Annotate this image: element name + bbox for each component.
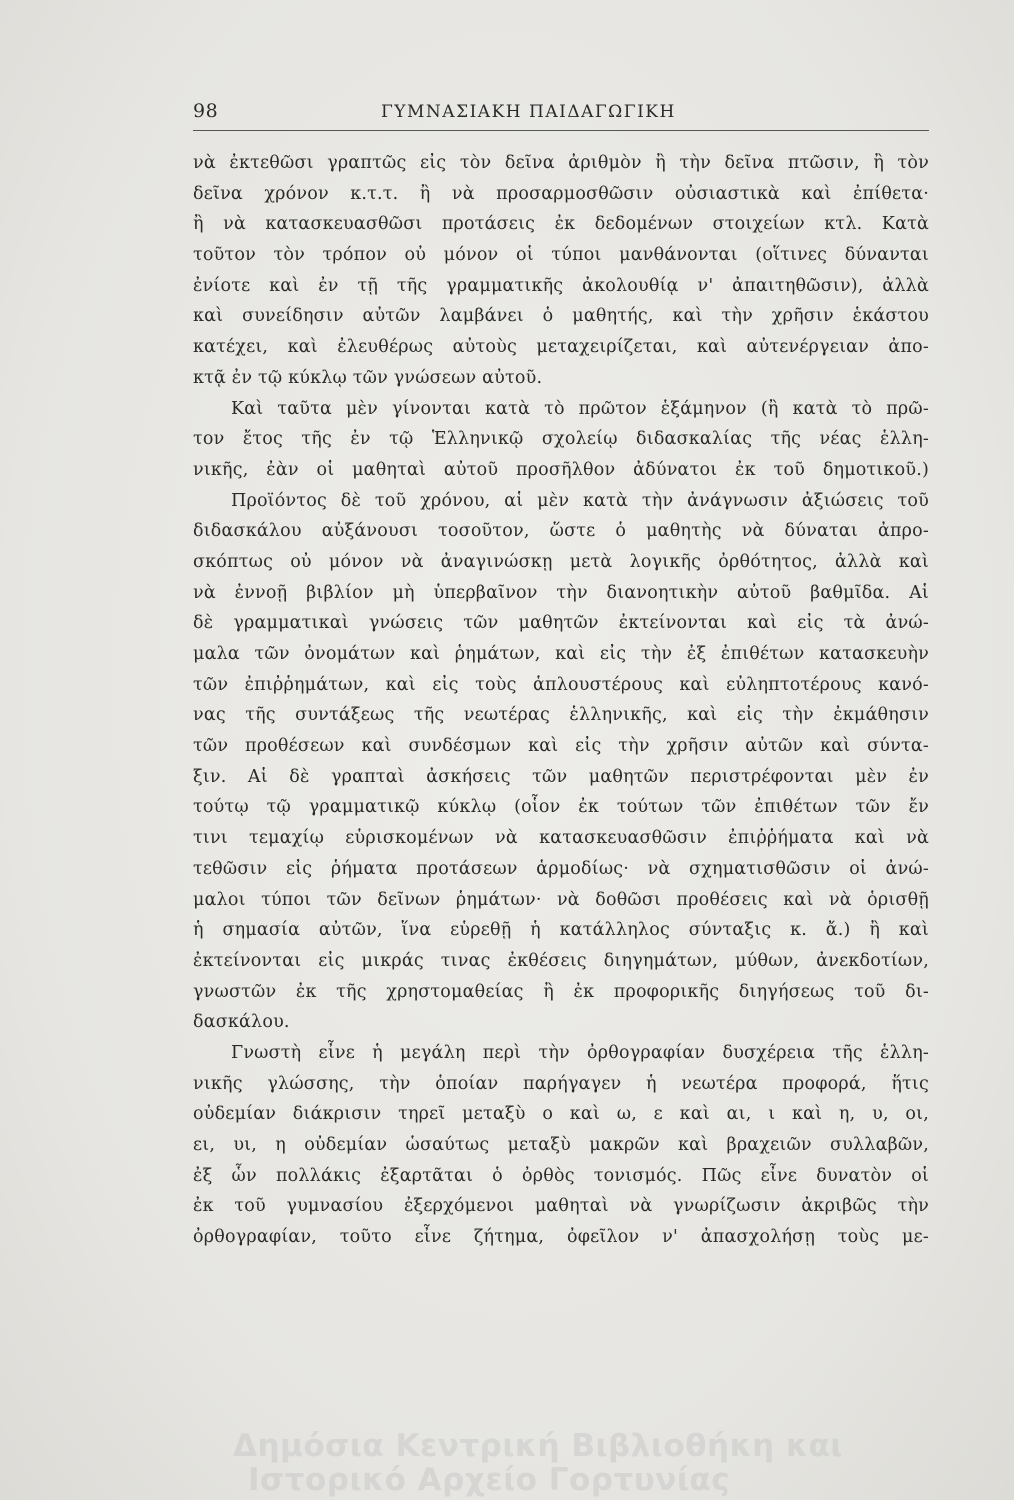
text-line: τον ἔτος τῆς ἐν τῷ Ἑλληνικῷ σχολείῳ διδασκαλίας τῆς νέας ἑλλη- — [193, 429, 929, 450]
text-line: δὲ γραμματικαὶ γνώσεις τῶν μαθητῶν ἐκτείνονται καὶ εἰς τὰ ἀνώ- — [193, 613, 929, 634]
text-line: ἐξ ὧν πολλάκις ἐξαρτᾶται ὁ ὀρθὸς τονισμός. Πῶς εἶνε δυνατὸν οἱ — [193, 1165, 929, 1186]
text-line: τῶν προθέσεων καὶ συνδέσμων καὶ εἰς τὴν χρῆσιν αὐτῶν καὶ σύντα- — [193, 736, 929, 757]
text-line: ἐνίοτε καὶ ἐν τῇ τῆς γραμματικῆς ἀκολουθίᾳ ν' ἀπαιτηθῶσιν), ἀλλὰ — [193, 275, 929, 296]
text-line: Προϊόντος δὲ τοῦ χρόνου, αἱ μὲν κατὰ τὴν ἀνάγνωσιν ἀξιώσεις τοῦ — [231, 490, 929, 511]
text-line: ει, υι, η οὐδεμίαν ὡσαύτως μεταξὺ μακρῶν καὶ βραχειῶν συλλαβῶν, — [193, 1135, 929, 1155]
text-line: δεῖνα χρόνον κ.τ.τ. ἢ νὰ προσαρμοσθῶσιν οὐσιαστικὰ καὶ ἐπίθετα· — [193, 183, 929, 204]
text-line: τεθῶσιν εἰς ῥήματα προτάσεων ἁρμοδίως· νὰ σχηματισθῶσιν οἱ ἀνώ- — [193, 858, 929, 879]
page-header — [193, 96, 929, 131]
text-line: νικῆς, ἐὰν οἱ μαθηταὶ αὐτοῦ προσῆλθον ἀδύνατοι ἐκ τοῦ δημοτικοῦ.) — [193, 459, 929, 480]
text-line: νὰ ἐκτεθῶσι γραπτῶς εἰς τὸν δεῖνα ἀριθμὸν ἢ τὴν δεῖνα πτῶσιν, ἢ τὸν — [193, 153, 929, 173]
watermark-line-1: Δημόσια Κεντρική Βιβλιοθήκη και — [233, 1428, 843, 1464]
text-line: δασκάλου. — [193, 1012, 290, 1033]
text-line: σκόπτως οὐ μόνον νὰ ἀναγινώσκῃ μετὰ λογικῆς ὀρθότητος, ἀλλὰ καὶ — [193, 551, 929, 572]
text-line: μαλοι τύποι τῶν δεῖνων ῥημάτων· νὰ δοθῶσι προθέσεις καὶ νὰ ὁρισθῇ — [193, 889, 929, 910]
body-text — [193, 148, 929, 1253]
text-line: ἐκτείνονται εἰς μικράς τινας ἐκθέσεις διηγημάτων, μύθων, ἀνεκδοτίων, — [193, 950, 929, 971]
text-line: ξιν. Αἱ δὲ γραπταὶ ἀσκήσεις τῶν μαθητῶν περιστρέφονται μὲν ἐν — [193, 766, 929, 787]
running-title: ΓΥΜΝΑΣΙΑΚΗ ΠΑΙΔΑΓΩΓΙΚΗ — [381, 102, 676, 122]
text-line: μαλα τῶν ὀνομάτων καὶ ῥημάτων, καὶ εἰς τὴν ἐξ ἐπιθέτων κατασκευὴν — [193, 644, 929, 664]
text-line: διδασκάλου αὐξάνουσι τοσοῦτον, ὥστε ὁ μαθητὴς νὰ δύναται ἀπρο- — [193, 521, 929, 542]
text-line: Καὶ ταῦτα μὲν γίνονται κατὰ τὸ πρῶτον ἑξάμηνον (ἢ κατὰ τὸ πρῶ- — [231, 398, 929, 419]
text-line: καὶ συνείδησιν αὐτῶν λαμβάνει ὁ μαθητής, καὶ τὴν χρῆσιν ἑκάστου — [193, 306, 929, 327]
text-line: ὀρθογραφίαν, τοῦτο εἶνε ζήτημα, ὀφεῖλον ν' ἀπασχολήσῃ τοὺς με- — [193, 1227, 929, 1248]
text-line: κατέχει, καὶ ἐλευθέρως αὐτοὺς μεταχειρίζεται, καὶ αὐτενέργειαν ἀπο- — [193, 337, 929, 358]
watermark-line-2: Ιστορικό Αρχείο Γορτυνίας — [248, 1462, 731, 1498]
text-line: κτᾷ ἐν τῷ κύκλῳ τῶν γνώσεων αὐτοῦ. — [193, 367, 543, 388]
text-line: νας τῆς συντάξεως τῆς νεωτέρας ἑλληνικῆς, καὶ εἰς τὴν ἐκμάθησιν — [193, 705, 929, 726]
text-line: γνωστῶν ἐκ τῆς χρηστομαθείας ἢ ἐκ προφορικῆς διηγήσεως τοῦ δι- — [193, 981, 929, 1002]
text-line: ἡ σημασία αὐτῶν, ἵνα εὑρεθῇ ἡ κατάλληλος σύνταξις κ. ἄ.) ἢ καὶ — [193, 920, 929, 941]
text-line: τοῦτον τὸν τρόπον οὐ μόνον οἱ τύποι μανθάνονται (οἵτινες δύνανται — [193, 245, 929, 266]
text-line: ἢ νὰ κατασκευασθῶσι προτάσεις ἐκ δεδομένων στοιχείων κτλ. Κατὰ — [193, 214, 929, 235]
text-line: Γνωστὴ εἶνε ἡ μεγάλη περὶ τὴν ὀρθογραφίαν δυσχέρεια τῆς ἑλλη- — [231, 1042, 929, 1063]
text-line: τούτῳ τῷ γραμματικῷ κύκλῳ (οἷον ἐκ τούτων τῶν ἐπιθέτων τῶν ἔν — [193, 797, 929, 818]
text-line: νικῆς γλώσσης, τὴν ὁποίαν παρήγαγεν ἡ νεωτέρα προφορά, ἥτις — [193, 1073, 929, 1094]
text-line: ἐκ τοῦ γυμνασίου ἐξερχόμενοι μαθηταὶ νὰ γνωρίζωσιν ἀκριβῶς τὴν — [193, 1196, 929, 1217]
text-line: τῶν ἐπιῤῥημάτων, καὶ εἰς τοὺς ἁπλουστέρους καὶ εὐληπτοτέρους κανό- — [193, 674, 929, 695]
text-line: νὰ ἐννοῇ βιβλίον μὴ ὑπερβαῖνον τὴν διανοητικὴν αὐτοῦ βαθμῖδα. Αἱ — [193, 582, 929, 603]
text-line: τινι τεμαχίῳ εὑρισκομένων νὰ κατασκευασθῶσιν ἐπιῤῥήματα καὶ νὰ — [193, 828, 929, 849]
text-line: οὐδεμίαν διάκρισιν τηρεῖ μεταξὺ ο καὶ ω, ε καὶ αι, ι καὶ η, υ, οι, — [193, 1104, 929, 1125]
page-number: 98 — [193, 100, 219, 122]
